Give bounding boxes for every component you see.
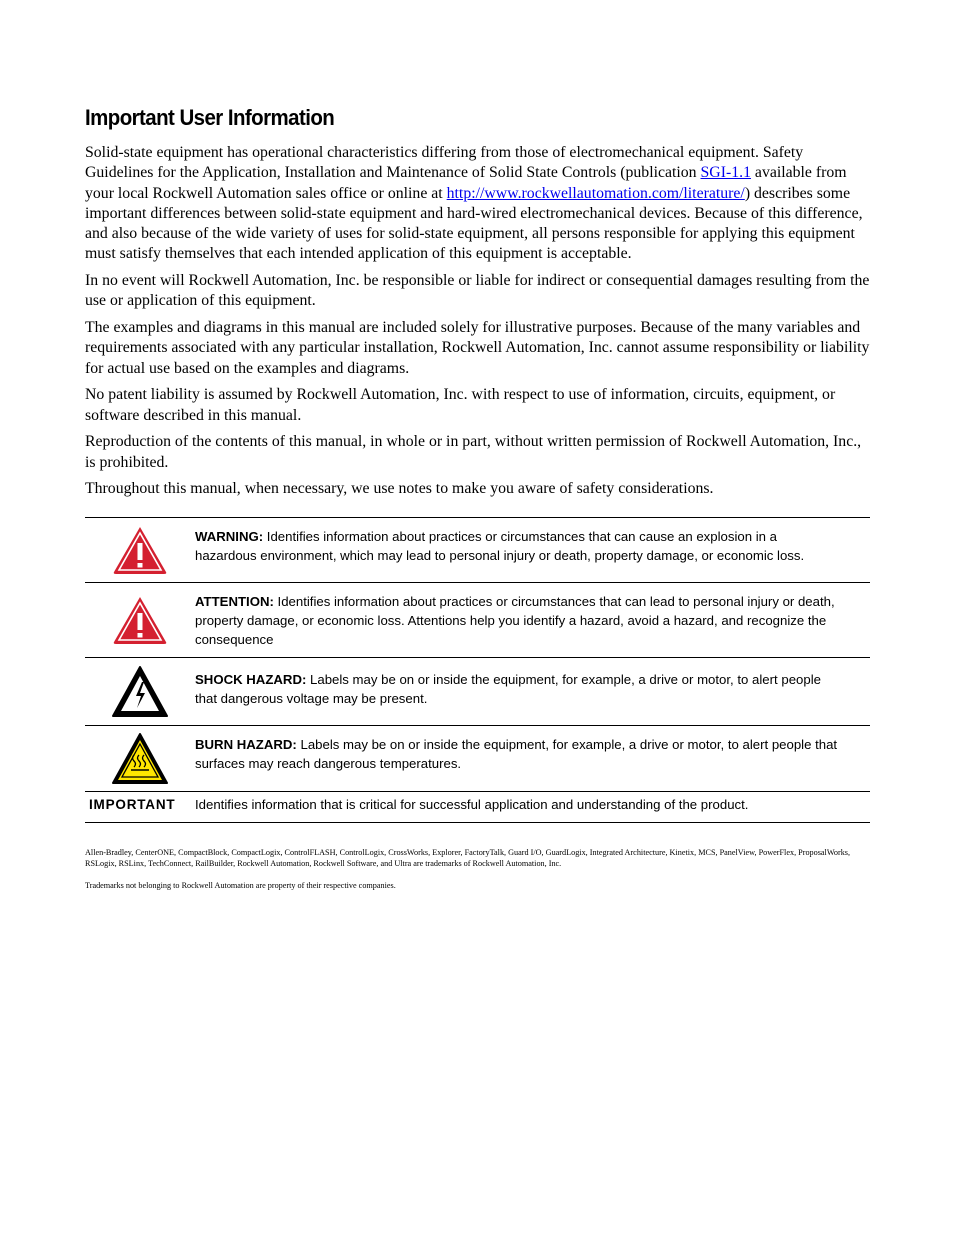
note-text: Labels may be on or inside the equipment, for example, a drive or motor, to alert people that surfaces may reach dangerous temperatures. xyxy=(195,737,838,772)
shock-hazard-icon xyxy=(85,665,195,719)
sgi-link[interactable]: SGI-1.1 xyxy=(700,164,751,182)
paragraph-intro: Solid-state equipment has operational characteristics differing from those of electromechanical equipment. Safety Guidelines for the Application, Installation and Maintenance of Solid State Controls (publication SGI-1.1 available from your local Rockwell Automation sales office or online at http://www.rockwellautomation.com/literature/) describes some important differences between solid-state equipment and hard-wired electromechanical devices. Because of this difference, and also because of the wide variety of uses for solid-state equipment, all persons responsible for applying this equipment must satisfy themselves that each intended application of this equipment is acceptable. xyxy=(85,144,863,263)
paragraph-patent: No patent liability is assumed by Rockwell Automation, Inc. with respect to use of information, circuits, equipment, or software described in this manual. xyxy=(85,386,836,424)
note-label: SHOCK HAZARD: xyxy=(195,672,307,688)
note-label: BURN HAZARD: xyxy=(195,737,297,753)
note-row-burn-hazard xyxy=(85,726,870,792)
attention-triangle-icon xyxy=(85,595,195,645)
note-text: Identifies information that is critical for successful application and understanding of the product. xyxy=(195,797,749,813)
note-label: WARNING: xyxy=(195,529,264,544)
note-row-attention xyxy=(85,583,870,658)
warning-triangle-icon xyxy=(85,525,195,575)
burn-hazard-icon xyxy=(85,732,195,786)
trademarks-text: Allen-Bradley, CenterONE, CompactBlock, CompactLogix, ControlFLASH, ControlLogix, CrossWorks, Explorer, FactoryTalk, Guard I/O, GuardLogix, Integrated Architecture, Kinetix, MCS, PanelView, PowerFlex, ProposalWorks, RSLogix, RSLinx, TechConnect, RailBuilder, Rockwell Automation, Rockwell Software, and Ultra are trademarks of Rockwell Automation, Inc. xyxy=(85,848,851,868)
note-text: Identifies information about practices or circumstances that can cause an explosion in a hazardous environment, which may lead to personal injury or death, property damage, or economic loss. xyxy=(195,529,805,563)
note-label: ATTENTION: xyxy=(195,594,274,609)
body-text xyxy=(85,143,870,506)
literature-link[interactable]: http://www.rockwellautomation.com/literature/ xyxy=(446,184,745,202)
trademarks-other-text: Trademarks not belonging to Rockwell Automation are property of their respective companies. xyxy=(85,881,396,890)
note-row-warning xyxy=(85,518,870,583)
safety-notes-table xyxy=(85,517,870,823)
note-text: Labels may be on or inside the equipment, for example, a drive or motor, to alert people that dangerous voltage may be present. xyxy=(195,672,821,707)
important-label: IMPORTANT xyxy=(89,797,176,813)
paragraph-examples: The examples and diagrams in this manual are included solely for illustrative purposes. Because of the many variables and requirements associated with any particular installation, Rockwell Automation, Inc. cannot assume responsibility or liability for actual use based on the examples and diagrams. xyxy=(85,319,870,377)
paragraph-notes-intro: Throughout this manual, when necessary, we use notes to make you aware of safety considerations. xyxy=(85,480,714,498)
note-row-shock-hazard xyxy=(85,658,870,726)
note-row-important xyxy=(85,792,870,823)
paragraph-reproduction: Reproduction of the contents of this manual, in whole or in part, without written permission of Rockwell Automation, Inc., is prohibited. xyxy=(85,433,862,471)
page-title: Important User Information xyxy=(85,105,335,130)
note-text: Identifies information about practices or circumstances that can lead to personal injury or death, property damage, or economic loss. Attentions help you identify a hazard, avoid a hazard, and recognize the consequence xyxy=(195,594,835,647)
paragraph-liability: In no event will Rockwell Automation, Inc. be responsible or liable for indirect or consequential damages resulting from the use or application of this equipment. xyxy=(85,272,870,310)
